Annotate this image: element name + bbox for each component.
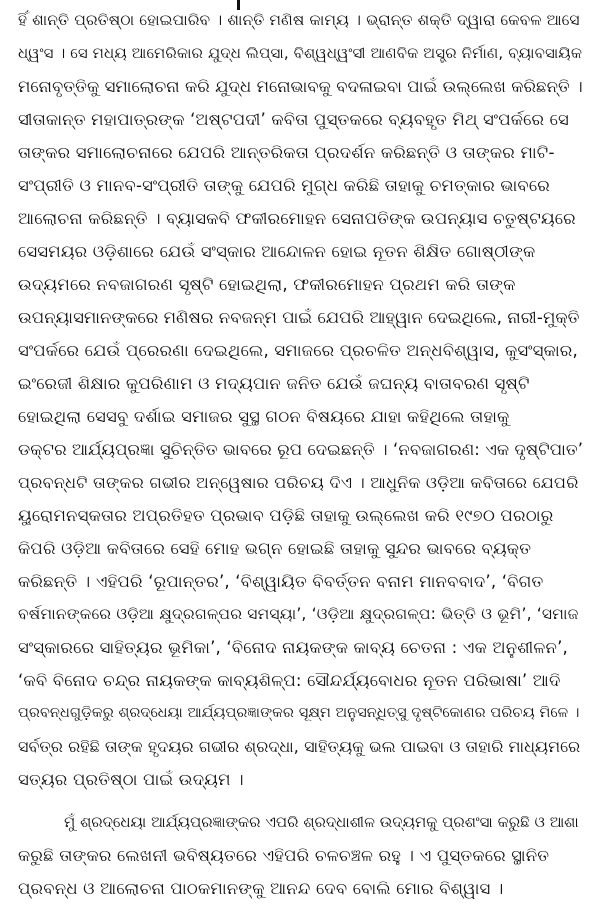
text-line: ତାଙ୍କର ସମାଲୋଚନାରେ ଯେପରି ଆନ୍ତରିକତା ପ୍ରଦର୍ଶନ କରିଛନ୍ତି ଓ ତାଙ୍କର ମାଟି- <box>18 143 555 162</box>
text-line: ହୋଇଥିଲା ସେସବୁ ଦର୍ଶାଇ ସମାଜର ସୁସ୍ଥ ଗଠନ ବିଷୟରେ ଯାହା କହିଥିଲେ ତାହାକୁ <box>18 407 510 426</box>
text-line: ଇଂରେଜୀ ଶିକ୍ଷାର କୁପରିଣାମ ଓ ମଦ୍ୟପାନ ଜନିତ ଯେଉଁ ଜଘନ୍ୟ ବାତାବରଣ ସୃଷ୍ଟି <box>18 374 530 393</box>
text-line: ସୀତାକାନ୍ତ ମହାପାତ୍ରଙ୍କ ‘ଅଷ୍ଟପଦୀ’ କବିତା ପୁସ୍ତକରେ ବ୍ୟବହୃତ ମିଥ୍ ସଂପର୍କରେ ସେ <box>18 110 569 129</box>
text-line: ଧ୍ୱଂସ । ସେ ମଧ୍ୟ ଆମେରିକାର ଯୁଦ୍ଧ ଲିପ୍‌ସା, ବିଶ୍ୱଧ୍ୱଂସୀ ଆଣବିକ ଅସ୍ତ୍ର ନିର୍ମାଣ, ବ୍ୟାବସାୟିକ <box>18 44 583 62</box>
text-line: ସଂପର୍କରେ ଯେଉଁ ପ୍ରେରଣା ଦେଇଥିଲେ, ସମାଜରେ ପ୍ରଚଳିତ ଅନ୍ଧବିଶ୍ୱାସ, କୁସଂସ୍କାର, <box>18 341 578 360</box>
text-line: ଉଦ୍ୟମରେ ନବଜାଗରଣ ସୃଷ୍ଟି ହୋଇଥିଲା, ଫକୀରମୋହନ ପ୍ରଥମ କରି ତାଙ୍କ <box>18 275 516 294</box>
text-line: ଉପନ୍ୟାସମାନଙ୍କରେ ମଣିଷର ନବଜନ୍ମ ପାଇଁ ଯେପରି ଆହ୍ୱାନ ଦେଇଥିଲେ, ନାରୀ-ମୁକ୍ତି <box>18 308 580 327</box>
text-line: ପ୍ରବନ୍ଧ ଓ ଆଲୋଚନା ପାଠକମାନଙ୍କୁ ଆନନ୍ଦ ଦେବ ବୋଲି ମୋର ବିଶ୍ୱାସ । <box>18 879 504 898</box>
text-line: ମୁଁ ଶ୍ରଦ୍ଧେୟା ଆର୍ଯ୍ୟପ୍ରଜ୍ଞାଙ୍କର ଏପରି ଶ୍ରଦ୍ଧାଶୀଳ ଉଦ୍ୟମକୁ ପ୍ରଶଂସା କରୁଛି ଓ ଆଶା <box>64 814 579 831</box>
text-line: ସର୍ବତ୍ର ରହିଛି ତାଙ୍କ ହୃଦୟର ଗଭୀର ଶ୍ରଦ୍ଧା, ସାହିତ୍ୟକୁ ଭଲ ପାଇବା ଓ ତାହାରି ମାଧ୍ୟମରେ <box>18 737 581 756</box>
text-line: ‘କବି ବିନୋଦ ଚନ୍ଦ୍ର ନାୟକଙ୍କ କାବ୍ୟଶିଳ୍ପ: ସୌନ୍ଦର୍ଯ୍ୟବୋଧର ନୂତନ ପରିଭାଷା’ ଆଦି <box>18 671 561 690</box>
text-line: ହିଁ ଶାନ୍ତି ପ୍ରତିଷ୍ଠା ହୋଇପାରିବ । ଶାନ୍ତି ମଣିଷ କାମ୍ୟ । ଭ୍ରାନ୍ତ ଶକ୍ତି ଦ୍ୱାରା କେବଳ ଆସେ <box>18 11 580 29</box>
text-line: କରୁଛି ତାଙ୍କର ଲେଖନୀ ଭବିଷ୍ୟତରେ ଏହିପରି ଚଳଚଞ୍ଚଳ ରହୁ । ଏ ପୁସ୍ତକରେ ସ୍ଥାନିତ <box>18 846 550 865</box>
text-line: କରିଛନ୍ତି । ଏହିପରି ‘ରୂପାନ୍ତର’, ‘ବିଶ୍ୱାୟିତ ବିବର୍ତ୍ତନ ବନାମ ମାନବବାଦ’, ‘ବିଗତ <box>18 572 544 591</box>
text-line: ବର୍ଷମାନଙ୍କରେ ଓଡ଼ିଆ କ୍ଷୁଦ୍ରଗଳ୍ପର ସମସ୍ୟା’, ‘ଓଡ଼ିଆ କ୍ଷୁଦ୍ରଗଳ୍ପ: ଭିତ୍ତି ଓ ଭୂମି’, ‘ସମାଜ <box>18 605 579 623</box>
text-line: କିପରି ଓଡ଼ିଆ କବିତାରେ ସେହି ମୋହ ଭଗ୍ନ ହୋଇଛି ତାହାକୁ ସୁନ୍ଦର ଭାବରେ ବ୍ୟକ୍ତ <box>18 539 532 558</box>
text-line: ଡକ୍ଟର ଆର୍ଯ୍ୟପ୍ରଜ୍ଞା ସୁଚିନ୍ତିତ ଭାବରେ ରୂପ ଦେଇଛନ୍ତି । ‘ନବଜାଗରଣ: ଏକ ଦୃଷ୍ଟିପାତ’ <box>18 440 584 459</box>
document-body <box>18 4 584 905</box>
text-line: ମନୋବୃତ୍ତିକୁ ସମାଲୋଚନା କରି ଯୁଦ୍ଧ ମନୋଭାବକୁ ବଦଳାଇବା ପାଇଁ ଉଲ୍ଲେଖ କରିଛନ୍ତି । <box>18 77 583 96</box>
text-line: ୟୁରୋମନସ୍କତାର ଅପ୍ରତିହତ ପ୍ରଭାବ ପଡ଼ିଛି ତାହାକୁ ଉଲ୍ଲେଖ କରି ୧୯୭୦ ପରଠାରୁ <box>18 506 554 525</box>
text-line: ପ୍ରବନ୍ଧଗୁଡ଼ିକରୁ ଶ୍ରଦ୍ଧେୟା ଆର୍ଯ୍ୟପ୍ରଜ୍ଞାଙ୍କର ସୂକ୍ଷ୍ମ ଅନୁସନ୍ଧିତ୍ସୁ ଦୃଷ୍ଟିକୋଣର ପରିଚୟ ମିଳେ । <box>18 705 580 721</box>
text-line: ଆଲୋଚନା କରିଛନ୍ତି । ବ୍ୟାସକବି ଫକୀରମୋହନ ସେନାପତିଙ୍କ ଉପନ୍ୟାସ ଚତୁଷ୍ଟୟରେ <box>18 209 576 228</box>
paragraph <box>18 4 584 796</box>
text-line: ପ୍ରବନ୍ଧଟି ତାଙ୍କର ଗଭୀର ଅନ୍ୱେଷାର ପରିଚୟ ଦିଏ । ଆଧୁନିକ ଓଡ଼ିଆ କବିତାରେ ଯେପରି <box>18 473 579 492</box>
text-line: ସଂସ୍କାରରେ ସାହିତ୍ୟର ଭୂମିକା’, ‘ବିନୋଦ ନାୟକଙ୍କ କାବ୍ୟ ଚେତନା : ଏକ ଅନୁଶୀଳନ’, <box>18 638 568 657</box>
paragraph <box>18 806 584 905</box>
text-line: ସତ୍ୟର ପ୍ରତିଷ୍ଠା ପାଇଁ ଉଦ୍ୟମ । <box>18 770 244 789</box>
text-line: ସଂପ୍ରୀତି ଓ ମାନବ-ସଂପ୍ରୀତି ତାଙ୍କୁ ଯେପରି ମୁଗ୍ଧ କରିଛି ତାହାକୁ ଚମତ୍କାର ଭାବରେ <box>18 176 550 195</box>
text-line: ସେସମୟର ଓଡ଼ିଶାରେ ଯେଉଁ ସଂସ୍କାର ଆନ୍ଦୋଳନ ହୋଇ ନୂତନ ଶିକ୍ଷିତ ଗୋଷ୍ଠୀଙ୍କ <box>18 242 536 261</box>
